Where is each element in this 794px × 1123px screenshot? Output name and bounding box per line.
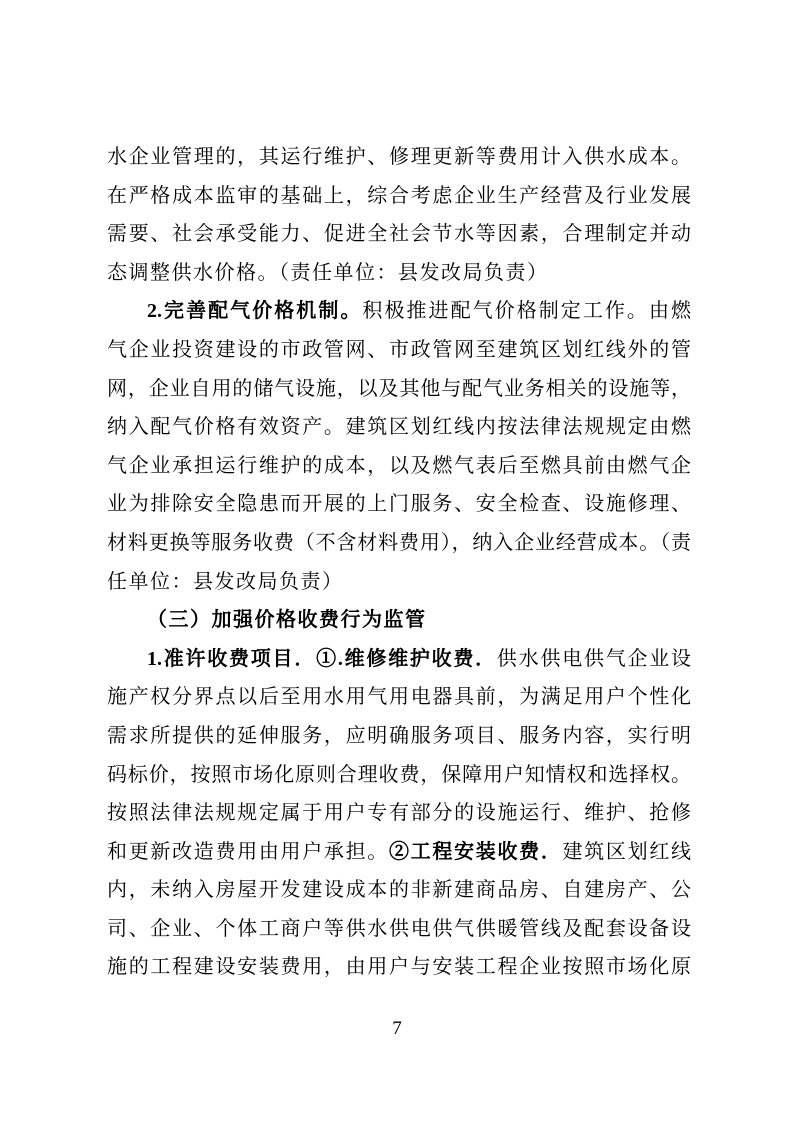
text-run: 建筑区划红线 (562, 840, 692, 863)
text-run: 纳入配气价格有效资产。建筑区划红线内按法律法规规定由燃 (107, 416, 691, 439)
document-line (107, 254, 691, 293)
text-run: 施的工程建设安装费用，由用户与安装工程企业按照市场化原 (107, 956, 691, 979)
text-run: 在严格成本监审的基础上，综合考虑企业生产经营及行业发展 (107, 184, 691, 207)
bold-text-run: 2.完善配气价格机制。 (147, 300, 363, 323)
text-run: 和更新改造费用由用户承担。 (107, 840, 389, 863)
document-line (107, 408, 691, 447)
text-run: 司、企业、个体工商户等供水供电供气供暖管线及配套设备设 (107, 917, 691, 940)
document-line (107, 948, 691, 987)
document-line (107, 331, 691, 370)
document-line (107, 640, 691, 679)
text-run: 需求所提供的延伸服务，应明确服务项目、服务内容，实行明 (107, 724, 691, 747)
page-number: 7 (392, 1018, 402, 1039)
document-body (107, 138, 691, 987)
document-line (107, 138, 691, 177)
text-run: 态调整供水价格。（责任单位：县发改局负责） (107, 261, 549, 284)
text-run: 需要、社会承受能力、促进全社会节水等因素，合理制定并动 (107, 223, 691, 246)
text-run: 积极推进配气价格制定工作。由燃 (362, 300, 692, 323)
document-line (107, 370, 691, 409)
document-line (107, 215, 691, 254)
text-run: 任单位：县发改局负责） (107, 570, 344, 593)
bold-text-run: 1.准许收费项目．①.维修维护收费． (147, 647, 497, 670)
document-line (107, 524, 691, 563)
document-line (107, 563, 691, 602)
bold-text-run: ②工程安装收费． (389, 840, 563, 863)
document-line (107, 485, 691, 524)
text-run: 按照法律法规规定属于用户专有部分的设施运行、维护、抢修 (107, 802, 691, 825)
document-line (107, 794, 691, 833)
document-line (107, 678, 691, 717)
text-run: 供水供电供气企业设 (496, 647, 692, 670)
text-run: 气企业承担运行维护的成本，以及燃气表后至燃具前由燃气企 (107, 454, 691, 477)
document-line (107, 177, 691, 216)
document-line (107, 717, 691, 756)
text-run: 网，企业自用的储气设施，以及其他与配气业务相关的设施等， (107, 377, 691, 400)
document-line (107, 833, 691, 872)
text-run: 气企业投资建设的市政管网、市政管网至建筑区划红线外的管 (107, 338, 691, 361)
document-line (107, 871, 691, 910)
document-line (107, 601, 691, 640)
text-run: 水企业管理的，其运行维护、修理更新等费用计入供水成本。 (107, 146, 691, 168)
document-line (107, 910, 691, 949)
document-line (107, 292, 691, 331)
text-run: 码标价，按照市场化原则合理收费，保障用户知情权和选择权。 (107, 763, 691, 786)
text-run: 业为排除安全隐患而开展的上门服务、安全检查、设施修理、 (107, 493, 691, 516)
document-line (107, 756, 691, 795)
document-line (107, 447, 691, 486)
bold-text-run: （三）加强价格收费行为监管 (147, 609, 427, 632)
text-run: 内，未纳入房屋开发建设成本的非新建商品房、自建房产、公 (107, 879, 691, 902)
text-run: 材料更换等服务收费（不含材料费用），纳入企业经营成本。（责 (107, 531, 691, 554)
text-run: 施产权分界点以后至用水用气用电器具前，为满足用户个性化 (107, 686, 691, 709)
